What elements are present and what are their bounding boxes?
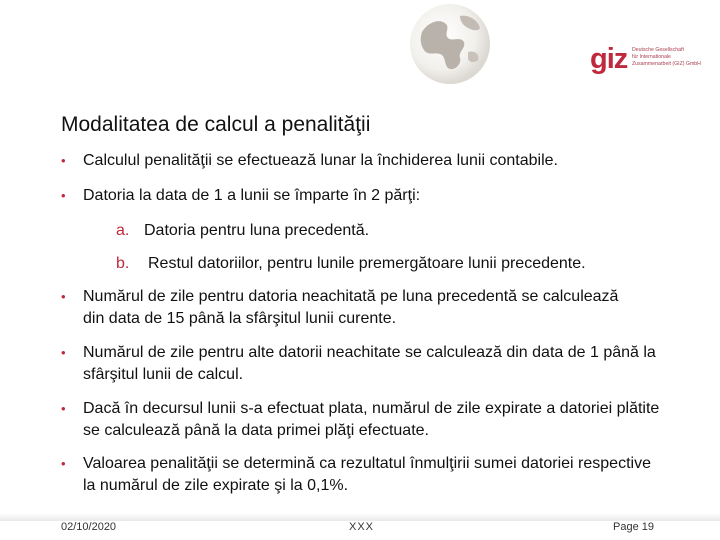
bullet-item: Numărul de zile pentru datoria neachitată pe luna precedentă se calculează din data de 15 până la sfârşitul lunii curente. [83,288,619,327]
logo-line: für Internationale [632,54,671,60]
logo-text [632,47,702,68]
globe-icon [408,2,492,86]
logo-mark: giz [590,43,628,75]
footer-divider [0,513,720,521]
bullet-item: Datoria la data de 1 a lunii se împarte în 2 părţi: [83,187,421,204]
page-number: Page 19 [613,521,654,533]
bullet-item: Valoarea penalităţii se determină ca rezultatul înmulţirii sumei datoriei respective la numărul de zile expirate şi la 0,1%. [83,455,651,494]
footer-center: XXX [349,521,375,533]
bullet-item: Numărul de zile pentru alte datorii neachitate se calculează din data de 1 până la sfârşitul lunii de calcul. [83,344,656,383]
bullet-marker: • [61,153,66,168]
bullet-marker: • [61,456,66,471]
subitem: Datoria pentru luna precedentă. [144,222,370,239]
subitem-marker: b. [116,255,130,272]
bullet-marker: • [61,289,66,304]
logo-line: Deutsche Gesellschaft [632,47,684,53]
bullet-marker: • [61,345,66,360]
bullet-item: Dacă în decursul lunii s-a efectuat plata, numărul de zile expirate a datoriei plătite se calculează până la data primei plăţi efectuate. [83,400,660,439]
subitem: Restul datoriilor, pentru lunile premergătoare lunii precedente. [148,255,586,272]
subitem-marker: a. [116,222,130,239]
giz-logo [590,44,700,78]
bullet-marker: • [61,188,66,203]
bullet-item: Calculul penalităţii se efectuează lunar la închiderea lunii contabile. [83,152,558,169]
bullet-marker: • [61,401,66,416]
footer-date: 02/10/2020 [61,521,117,533]
logo-line: Zusammenarbeit (GIZ) GmbH [632,61,701,67]
slide-title: Modalitatea de calcul a penalităţii [61,113,371,136]
